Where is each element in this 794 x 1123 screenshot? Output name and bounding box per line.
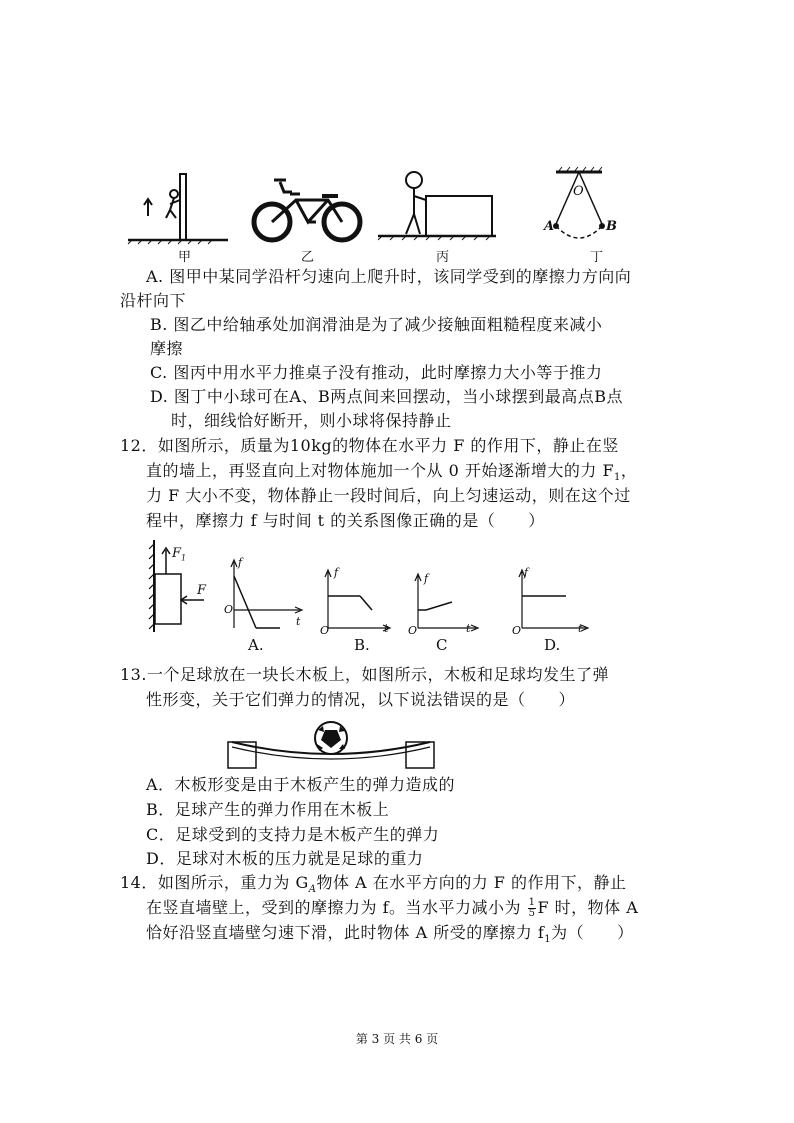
q14-line1-sub: A [308, 884, 317, 896]
q14-line1-b: 物体 A 在水平方向的力 F 的作用下，静止 [316, 873, 627, 892]
q12-graph-a-y: f [238, 556, 243, 569]
q12-line4: 程中，摩擦力 f 与时间 t 的关系图像正确的是（ ） [146, 511, 545, 530]
q11-option-b-line1: B. 图乙中给轴承处加润滑油是为了减少接触面粗糙程度来减小 [150, 315, 603, 334]
q14-line2 [146, 895, 638, 919]
q13-option-b: B．足球产生的弹力作用在木板上 [146, 800, 390, 819]
q12-choice-b: B. [354, 636, 370, 654]
q12-label-f1-text: F [172, 546, 182, 561]
q12-label-f1-sub: 1 [181, 553, 187, 563]
q14-line3-a: 恰好沿竖直墙壁匀速下滑，此时物体 A 所受的摩擦力 f [146, 923, 545, 942]
q14-fraction-den: 5 [528, 908, 536, 919]
q11-option-b-line2: 摩擦 [150, 339, 184, 358]
pendulum-label-b: B [606, 219, 617, 234]
q11-option-d-line1: D. 图丁中小球可在A、B两点间来回摆动，当小球摆到最高点B点 [150, 387, 624, 406]
q12-graph-a-x: t [296, 615, 301, 628]
q12-graph-c [412, 570, 482, 634]
q12-graph-d-origin: O [512, 624, 522, 637]
q12-graph-a-origin: O [224, 603, 234, 616]
q12-line1: 12．如图所示，质量为10kg的物体在水平力 F 的作用下，静止在竖 [120, 436, 619, 455]
q12-label-f1 [172, 546, 186, 563]
q13-line2: 性形变，关于它们弹力的情况，以下说法错误的是（ ） [146, 690, 576, 709]
q12-graph-d-x: t [578, 622, 583, 635]
q12-line2-end: ， [620, 461, 638, 480]
figure-yi-bicycle [250, 172, 370, 242]
figure-jia-climber [128, 172, 238, 244]
q14-line1-a: 14．如图所示，重力为 G [120, 873, 309, 892]
q11-option-a-line2: 沿杆向下 [120, 291, 187, 310]
q12-graph-c-x: t [466, 622, 471, 635]
q12-graph-b-origin: O [320, 624, 330, 637]
q11-option-a-line1: A. 图甲中某同学沿杆匀速向上爬升时，该同学受到的摩擦力方向向 [146, 267, 632, 286]
figure-bing-push-table [378, 170, 498, 240]
figure-label-ding: 丁 [590, 250, 604, 265]
q14-line3-sub: 1 [544, 934, 552, 946]
page-footer: 第 3 页 共 6 页 [355, 1032, 439, 1046]
q14-line3 [146, 920, 634, 945]
q12-choice-c: C [436, 636, 448, 654]
q14-fraction [528, 898, 537, 919]
q12-line3: 力 F 大小不变，物体静止一段时间后，向上匀速运动，则在这个过 [146, 486, 631, 505]
q14-line2-text: 在竖直墙壁上，受到的摩擦力为 f。当水平力减小为 [146, 898, 522, 917]
pendulum-label-o: O [573, 184, 584, 199]
q12-graph-a [224, 556, 304, 632]
q12-graph-c-origin: O [408, 624, 418, 637]
figure-label-bing: 丙 [436, 250, 450, 265]
figure-label-yi: 乙 [301, 250, 315, 265]
q13-board-ball-figure [228, 718, 438, 770]
q12-line2 [146, 458, 637, 483]
q14-line3-b: 为（ ） [551, 923, 634, 942]
q12-line2-sub: 1 [614, 472, 621, 484]
q13-option-d: D．足球对木板的压力就是足球的重力 [146, 849, 424, 868]
q13-option-a: A．木板形变是由于木板产生的弹力造成的 [146, 775, 456, 794]
q11-option-c: C. 图丙中用水平力推桌子没有推动，此时摩擦力大小等于推力 [150, 363, 603, 382]
q12-graph-b-x: t [384, 622, 389, 635]
q12-graph-b [322, 566, 392, 634]
q12-graph-b-y: f [334, 566, 339, 579]
q12-line2-text: 直的墙上，再竖直向上对物体施加一个从 0 开始逐渐增大的力 F [146, 461, 615, 480]
q12-label-f: F [197, 583, 207, 598]
q13-line1: 13.一个足球放在一块长木板上，如图所示，木板和足球均发生了弹 [120, 665, 609, 684]
q14-line2-end: F 时，物体 A [537, 898, 639, 917]
q12-graph-c-y: f [424, 572, 429, 585]
q13-option-c: C．足球受到的支持力是木板产生的弹力 [146, 825, 440, 844]
q12-choice-d: D. [544, 636, 561, 654]
q14-fraction-num: 1 [528, 897, 536, 908]
pendulum-label-a: A [544, 219, 555, 234]
q12-graph-d-y: f [524, 566, 529, 579]
figure-label-jia: 甲 [178, 250, 192, 265]
q14-line1 [120, 870, 626, 895]
q12-choice-a: A. [248, 636, 264, 654]
q11-option-d-line2: 时，细线恰好断开，则小球将保持静止 [171, 411, 452, 430]
